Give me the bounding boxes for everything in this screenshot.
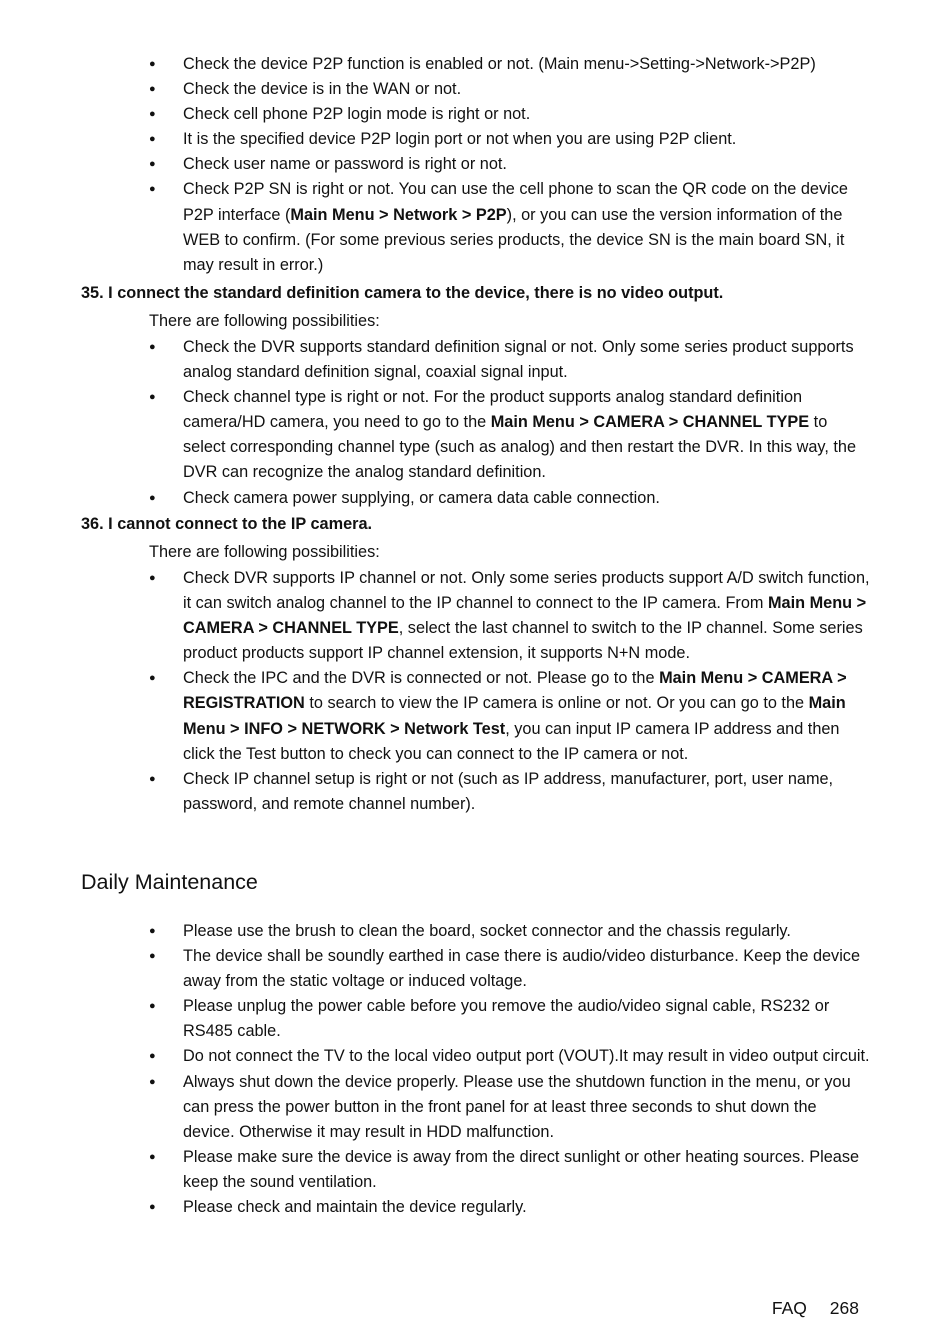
body-text: Check the device is in the WAN or not. [183, 80, 462, 99]
question-36-answers [0, 566, 950, 817]
list-item [0, 767, 950, 817]
list-item [0, 944, 950, 994]
list-item [0, 919, 950, 944]
list-item [0, 335, 950, 385]
p2p-check-section [0, 52, 950, 278]
body-text: Check cell phone P2P login mode is right or not. [183, 105, 531, 124]
menu-path-text: Main Menu > INFO > NETWORK > Network Test [183, 694, 846, 738]
bullet-list [0, 52, 950, 278]
menu-path-text: Main Menu > CAMERA > CHANNEL TYPE [490, 413, 810, 432]
body-text: Check the IPC and the DVR is connected or not. Please go to the [183, 669, 660, 688]
body-text: Check user name or password is right or not. [183, 155, 507, 174]
list-item [0, 566, 950, 666]
list-item [0, 152, 950, 177]
body-text: The device shall be soundly earthed in case there is audio/video disturbance. Keep the device away from the static voltage or induced voltage. [183, 947, 861, 991]
question-35-answers [0, 335, 950, 511]
question-36-heading: 36. I cannot connect to the IP camera. [81, 515, 373, 533]
list-item [0, 52, 950, 77]
body-text: ), or you can use the version information of the WEB to confirm. (For some previous series products, the device SN is the main board SN, it may result in error.) [183, 205, 845, 274]
section-title: Daily Maintenance [81, 870, 258, 894]
bullet-list [0, 919, 950, 1220]
body-text: Please make sure the device is away from the direct sunlight or other heating sources. Please keep the sound ventilation. [183, 1147, 860, 1191]
maintenance-list [0, 919, 950, 1220]
list-item [0, 994, 950, 1044]
list-item [0, 77, 950, 102]
menu-path-text: Main Menu > CAMERA > REGISTRATION [183, 669, 847, 713]
body-text: Please use the brush to clean the board, socket connector and the chassis regularly. [183, 922, 791, 940]
menu-path-text: Main Menu > CAMERA > CHANNEL TYPE [183, 594, 867, 638]
body-text: , you can input IP camera IP address and then click the Test button to check you can connect to the IP camera or not. [183, 719, 840, 763]
body-text: Check channel type is right or not. For the product supports analog standard definition camera/HD camera, you need to go to the [183, 388, 803, 432]
footer-section-label: FAQ [771, 1298, 807, 1318]
bullet-list [0, 335, 950, 511]
list-item [0, 1145, 950, 1195]
body-text: It is the specified device P2P login port or not when you are using P2P client. [183, 130, 737, 149]
body-text: , select the last channel to switch to the IP channel. Some series product products support IP channel extension, it supports N+N mode. [183, 619, 863, 663]
body-text: Please check and maintain the device regularly. [183, 1198, 527, 1217]
body-text: Do not connect the TV to the local video output port (VOUT).It may result in video output circuit. [183, 1047, 870, 1066]
body-text: Check the device P2P function is enabled or not. (Main menu->Setting->Network->P2P) [183, 55, 816, 73]
body-text: to select corresponding channel type (such as analog) and then restart the DVR. In this way, the DVR can recognize the analog standard definition. [183, 413, 857, 482]
body-text: Check P2P SN is right or not. You can use the cell phone to scan the QR code on the device P2P interface ( [183, 180, 848, 224]
list-item [0, 385, 950, 485]
page-number: 268 [829, 1298, 859, 1318]
list-item [0, 486, 950, 511]
question-35-heading: 35. I connect the standard definition camera to the device, there is no video output. [81, 284, 724, 302]
list-item [0, 1044, 950, 1069]
list-item [0, 1195, 950, 1220]
menu-path-text: Main Menu > Network > P2P [290, 205, 507, 224]
list-item [0, 666, 950, 766]
body-text: Please unplug the power cable before you remove the audio/video signal cable, RS232 or RS485 cable. [183, 997, 830, 1041]
question-36-intro: There are following possibilities: [149, 543, 380, 561]
body-text: Check the DVR supports standard definition signal or not. Only some series product supports analog standard definition signal, coaxial signal input. [183, 338, 854, 382]
question-35-intro: There are following possibilities: [149, 312, 380, 330]
body-text: Always shut down the device properly. Please use the shutdown function in the menu, or you can press the power button in the front panel for at least three seconds to shut down the device. Otherwise it may result in HDD malfunction. [183, 1072, 851, 1141]
list-item [0, 1070, 950, 1145]
list-item [0, 102, 950, 127]
page-footer [772, 1296, 859, 1320]
list-item [0, 177, 950, 277]
body-text: Check IP channel setup is right or not (such as IP address, manufacturer, port, user name, password, and remote channel number). [183, 769, 834, 813]
list-item [0, 127, 950, 152]
bullet-list [0, 566, 950, 817]
body-text: to search to view the IP camera is online or not. Or you can go to the [304, 694, 809, 713]
body-text: Check DVR supports IP channel or not. Only some series products support A/D switch function, it can switch analog channel to the IP channel to connect to the IP camera. From [183, 569, 870, 613]
body-text: Check camera power supplying, or camera data cable connection. [183, 488, 660, 507]
